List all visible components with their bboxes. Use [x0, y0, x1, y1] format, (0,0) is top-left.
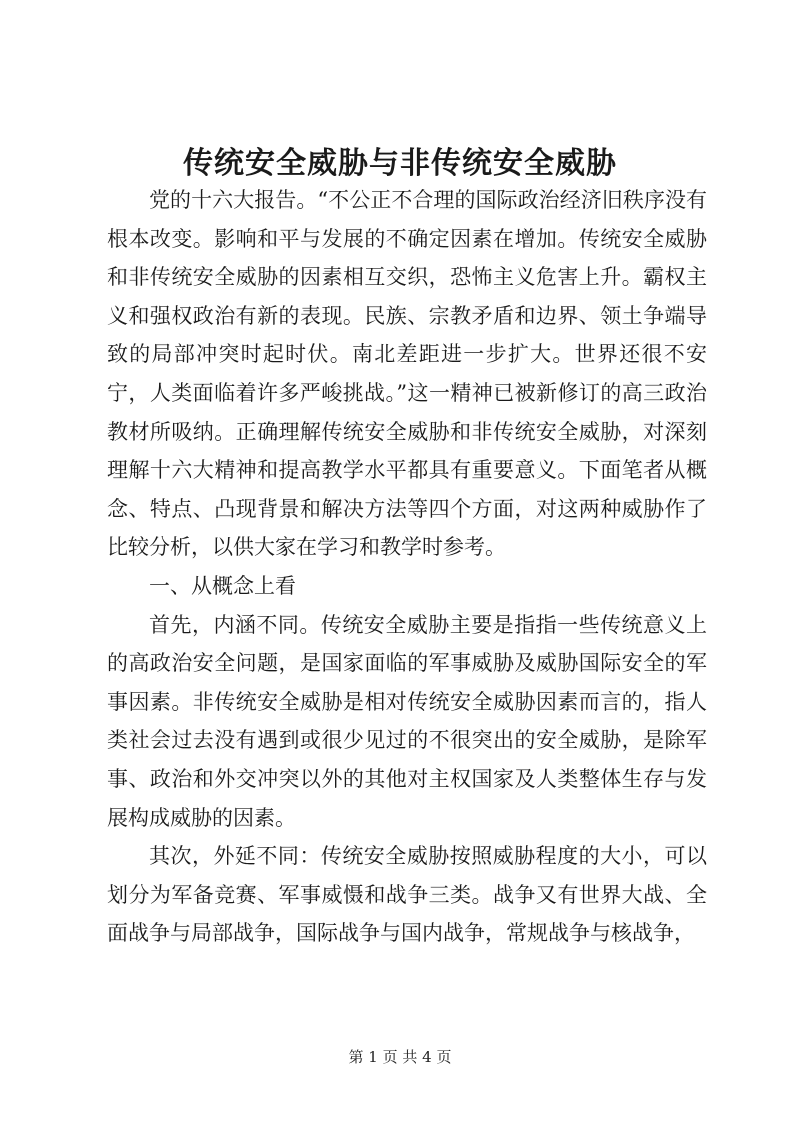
page-footer: 第 1 页 共 4 页: [348, 1048, 452, 1066]
document-body: [107, 181, 707, 953]
document-title: 传统安全威胁与非传统安全威胁: [183, 146, 617, 181]
paragraph-intro: 党的十六大报告。“不公正不合理的国际政治经济旧秩序没有根本改变。影响和平与发展的不确定因素在增加。传统安全威胁和非传统安全威胁的因素相互交织，恐怖主义危害上升。霸权主义和强权政治有新的表现。民族、宗教矛盾和边界、领土争端导致的局部冲突时起时伏。南北差距进一步扩大。世界还很不安宁，人类面临着许多严峻挑战。”这一精神已被新修订的高三政治教材所吸纳。正确理解传统安全威胁和非传统安全威胁，对深刻理解十六大精神和提高教学水平都具有重要意义。下面笔者从概念、特点、凸现背景和解决方法等四个方面，对这两种威胁作了比较分析，以供大家在学习和教学时参考。: [107, 188, 707, 560]
paragraph-connotation: 首先，内涵不同。传统安全威胁主要是指指一些传统意义上的高政治安全问题，是国家面临的军事威胁及威胁国际安全的军事因素。非传统安全威胁是相对传统安全威胁因素而言的，指人类社会过去没有遇到或很少见过的不很突出的安全威胁，是除军事、政治和外交冲突以外的其他对主权国家及人类整体生存与发展构成威胁的因素。: [107, 612, 707, 830]
paragraph-extension: 其次，外延不同：传统安全威胁按照威胁程度的大小，可以划分为军备竞赛、军事威慑和战争三类。战争又有世界大战、全面战争与局部战争，国际战争与国内战争，常规战争与核战争，: [107, 844, 707, 946]
section-heading: 一、从概念上看: [149, 573, 296, 598]
